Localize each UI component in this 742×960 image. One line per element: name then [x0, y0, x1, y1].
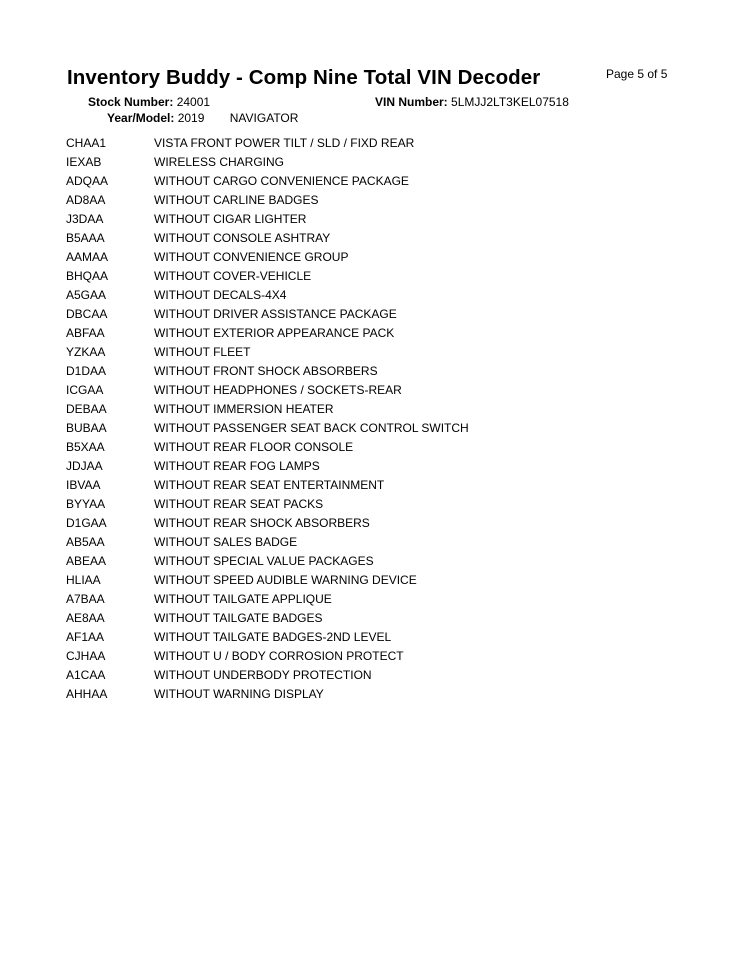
list-item — [66, 191, 686, 210]
option-description: WITHOUT U / BODY CORROSION PROTECT — [154, 649, 404, 663]
option-description: WITHOUT FLEET — [154, 345, 251, 359]
vin-number — [375, 95, 569, 109]
option-description: WITHOUT REAR SHOCK ABSORBERS — [154, 516, 370, 530]
list-item — [66, 286, 686, 305]
option-code: JDJAA — [66, 459, 103, 473]
option-description: WITHOUT CONSOLE ASHTRAY — [154, 231, 331, 245]
stock-number-label: Stock Number: — [88, 95, 174, 109]
option-code: AF1AA — [66, 630, 105, 644]
list-item — [66, 172, 686, 191]
list-item — [66, 134, 686, 153]
option-description: WITHOUT REAR FOG LAMPS — [154, 459, 320, 473]
option-code: B5XAA — [66, 440, 105, 454]
option-code: BHQAA — [66, 269, 109, 283]
list-item — [66, 647, 686, 666]
option-code: CHAA1 — [66, 136, 107, 150]
list-item — [66, 305, 686, 324]
option-code: D1GAA — [66, 516, 107, 530]
list-item — [66, 419, 686, 438]
option-description: WITHOUT REAR FLOOR CONSOLE — [154, 440, 354, 454]
option-description: WITHOUT DRIVER ASSISTANCE PACKAGE — [154, 307, 397, 321]
option-code-list — [66, 134, 686, 704]
option-code: IEXAB — [66, 155, 102, 169]
year-model-label: Year/Model: — [107, 111, 175, 125]
option-description: WITHOUT FRONT SHOCK ABSORBERS — [154, 364, 378, 378]
list-item — [66, 533, 686, 552]
option-description: WITHOUT SPECIAL VALUE PACKAGES — [154, 554, 374, 568]
option-code: A7BAA — [66, 592, 105, 606]
stock-number — [88, 95, 210, 109]
option-code: J3DAA — [66, 212, 104, 226]
option-description: WITHOUT CARGO CONVENIENCE PACKAGE — [154, 174, 409, 188]
list-item — [66, 324, 686, 343]
option-description: WITHOUT TAILGATE APPLIQUE — [154, 592, 332, 606]
option-description: WITHOUT TAILGATE BADGES — [154, 611, 323, 625]
stock-number-value: 24001 — [176, 95, 211, 109]
option-code: AAMAA — [66, 250, 109, 264]
year-value: 2019 — [177, 111, 205, 125]
option-code: ICGAA — [66, 383, 104, 397]
option-code: HLIAA — [66, 573, 101, 587]
option-description: WITHOUT SPEED AUDIBLE WARNING DEVICE — [154, 573, 417, 587]
option-code: A1CAA — [66, 668, 106, 682]
option-code: AD8AA — [66, 193, 106, 207]
option-description: WITHOUT REAR SEAT ENTERTAINMENT — [154, 478, 385, 492]
list-item — [66, 495, 686, 514]
option-description: WIRELESS CHARGING — [154, 155, 285, 169]
list-item — [66, 362, 686, 381]
option-description: WITHOUT IMMERSION HEATER — [154, 402, 334, 416]
option-description: WITHOUT UNDERBODY PROTECTION — [154, 668, 372, 682]
option-description: WITHOUT HEADPHONES / SOCKETS-REAR — [154, 383, 402, 397]
list-item — [66, 229, 686, 248]
option-code: ABFAA — [66, 326, 105, 340]
list-item — [66, 590, 686, 609]
option-description: WITHOUT CIGAR LIGHTER — [154, 212, 307, 226]
list-item — [66, 438, 686, 457]
list-item — [66, 381, 686, 400]
list-item — [66, 457, 686, 476]
option-description: WITHOUT SALES BADGE — [154, 535, 298, 549]
option-description: WITHOUT COVER-VEHICLE — [154, 269, 312, 283]
option-code: YZKAA — [66, 345, 106, 359]
option-code: DBCAA — [66, 307, 108, 321]
list-item — [66, 666, 686, 685]
option-code: ABEAA — [66, 554, 107, 568]
option-description: WITHOUT TAILGATE BADGES-2ND LEVEL — [154, 630, 392, 644]
option-code: DEBAA — [66, 402, 107, 416]
list-item — [66, 685, 686, 704]
option-code: AB5AA — [66, 535, 105, 549]
list-item — [66, 153, 686, 172]
option-code: BYYAA — [66, 497, 106, 511]
option-code: D1DAA — [66, 364, 107, 378]
year-model — [107, 111, 298, 125]
option-code: BUBAA — [66, 421, 107, 435]
option-code: IBVAA — [66, 478, 101, 492]
option-code: AE8AA — [66, 611, 105, 625]
option-description: WITHOUT WARNING DISPLAY — [154, 687, 324, 701]
list-item — [66, 628, 686, 647]
list-item — [66, 571, 686, 590]
list-item — [66, 476, 686, 495]
option-code: CJHAA — [66, 649, 106, 663]
option-description: WITHOUT EXTERIOR APPEARANCE PACK — [154, 326, 395, 340]
list-item — [66, 210, 686, 229]
option-description: VISTA FRONT POWER TILT / SLD / FIXD REAR — [154, 136, 415, 150]
option-code: B5AAA — [66, 231, 105, 245]
list-item — [66, 552, 686, 571]
page-number: Page 5 of 5 — [606, 67, 668, 81]
list-item — [66, 514, 686, 533]
list-item — [66, 609, 686, 628]
vin-number-label: VIN Number: — [375, 95, 448, 109]
list-item — [66, 248, 686, 267]
option-description: WITHOUT REAR SEAT PACKS — [154, 497, 324, 511]
list-item — [66, 343, 686, 362]
option-description: WITHOUT CONVENIENCE GROUP — [154, 250, 349, 264]
list-item — [66, 400, 686, 419]
option-description: WITHOUT DECALS-4X4 — [154, 288, 287, 302]
list-item — [66, 267, 686, 286]
model-value: NAVIGATOR — [229, 111, 299, 125]
option-description: WITHOUT PASSENGER SEAT BACK CONTROL SWITCH — [154, 421, 469, 435]
vin-number-value: 5LMJJ2LT3KEL07518 — [451, 95, 569, 109]
option-code: A5GAA — [66, 288, 107, 302]
option-code: ADQAA — [66, 174, 109, 188]
option-description: WITHOUT CARLINE BADGES — [154, 193, 319, 207]
option-code: AHHAA — [66, 687, 108, 701]
page-title: Inventory Buddy - Comp Nine Total VIN Decoder — [67, 66, 541, 89]
